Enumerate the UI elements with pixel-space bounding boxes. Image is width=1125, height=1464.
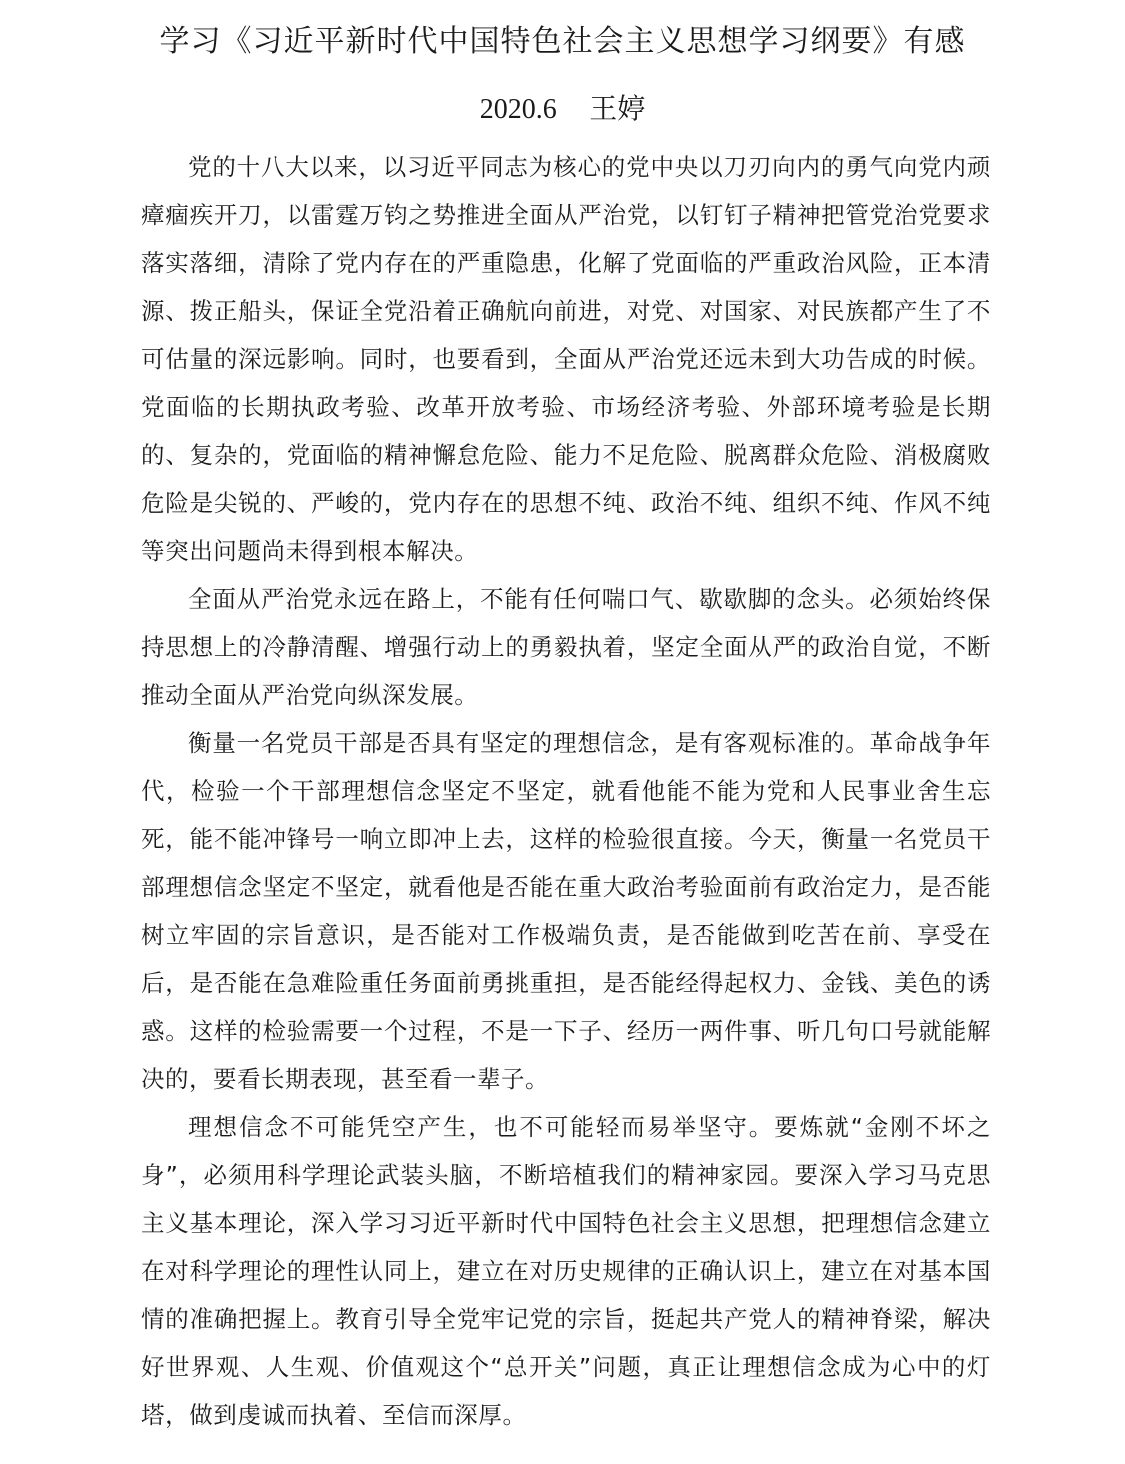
document-title: 学习《习近平新时代中国特色社会主义思想学习纲要》有感 xyxy=(159,24,966,59)
author-name: 王婷 xyxy=(589,92,646,125)
paragraph-2: 全面从严治党永远在路上，不能有任何喘口气、歇歇脚的念头。必须始终保持思想上的冷静清醒、增强行动上的勇毅执着，坚定全面从严的政治自觉，不断推动全面从严治党向纵深发展。 xyxy=(141,585,991,709)
document-body xyxy=(141,143,991,1439)
paragraph-1: 党的十八大以来，以习近平同志为核心的党中央以刀刃向内的勇气向党内顽瘴痼疾开刀，以雷霆万钧之势推进全面从严治党，以钉钉子精神把管党治党要求落实落细，清除了党内存在的严重隐患，化解了党面临的严重政治风险，正本清源、拨正船头，保证全党沿着正确航向前进，对党、对国家、对民族都产生了不可估量的深远影响。同时，也要看到，全面从严治党还远未到大功告成的时候。党面临的长期执政考验、改革开放考验、市场经济考验、外部环境考验是长期的、复杂的，党面临的精神懈怠危险、能力不足危险、脱离群众危险、消极腐败危险是尖锐的、严峻的，党内存在的思想不纯、政治不纯、组织不纯、作风不纯等突出问题尚未得到根本解决。 xyxy=(141,153,991,565)
document-meta xyxy=(0,86,1125,133)
paragraph-3: 衡量一名党员干部是否具有坚定的理想信念，是有客观标准的。革命战争年代，检验一个干部理想信念坚定不坚定，就看他能不能为党和人民事业舍生忘死，能不能冲锋号一响立即冲上去，这样的检验很直接。今天，衡量一名党员干部理想信念坚定不坚定，就看他是否能在重大政治考验面前有政治定力，是否能树立牢固的宗旨意识，是否能对工作极端负责，是否能做到吃苦在前、享受在后，是否能在急难险重任务面前勇挑重担，是否能经得起权力、金钱、美色的诱惑。这样的检验需要一个过程，不是一下子、经历一两件事、听几句口号就能解决的，要看长期表现，甚至看一辈子。 xyxy=(141,729,991,1093)
publish-date: 2020.6 xyxy=(479,94,557,125)
paragraph-4: 理想信念不可能凭空产生，也不可能轻而易举坚守。要炼就“金刚不坏之身”，必须用科学理论武装头脑，不断培植我们的精神家园。要深入学习马克思主义基本理论，深入学习习近平新时代中国特色社会主义思想，把理想信念建立在对科学理论的理性认同上，建立在对历史规律的正确认识上，建立在对基本国情的准确把握上。教育引导全党牢记党的宗旨，挺起共产党人的精神脊梁，解决好世界观、人生观、价值观这个“总开关”问题，真正让理想信念成为心中的灯塔，做到虔诚而执着、至信而深厚。 xyxy=(141,1113,991,1429)
